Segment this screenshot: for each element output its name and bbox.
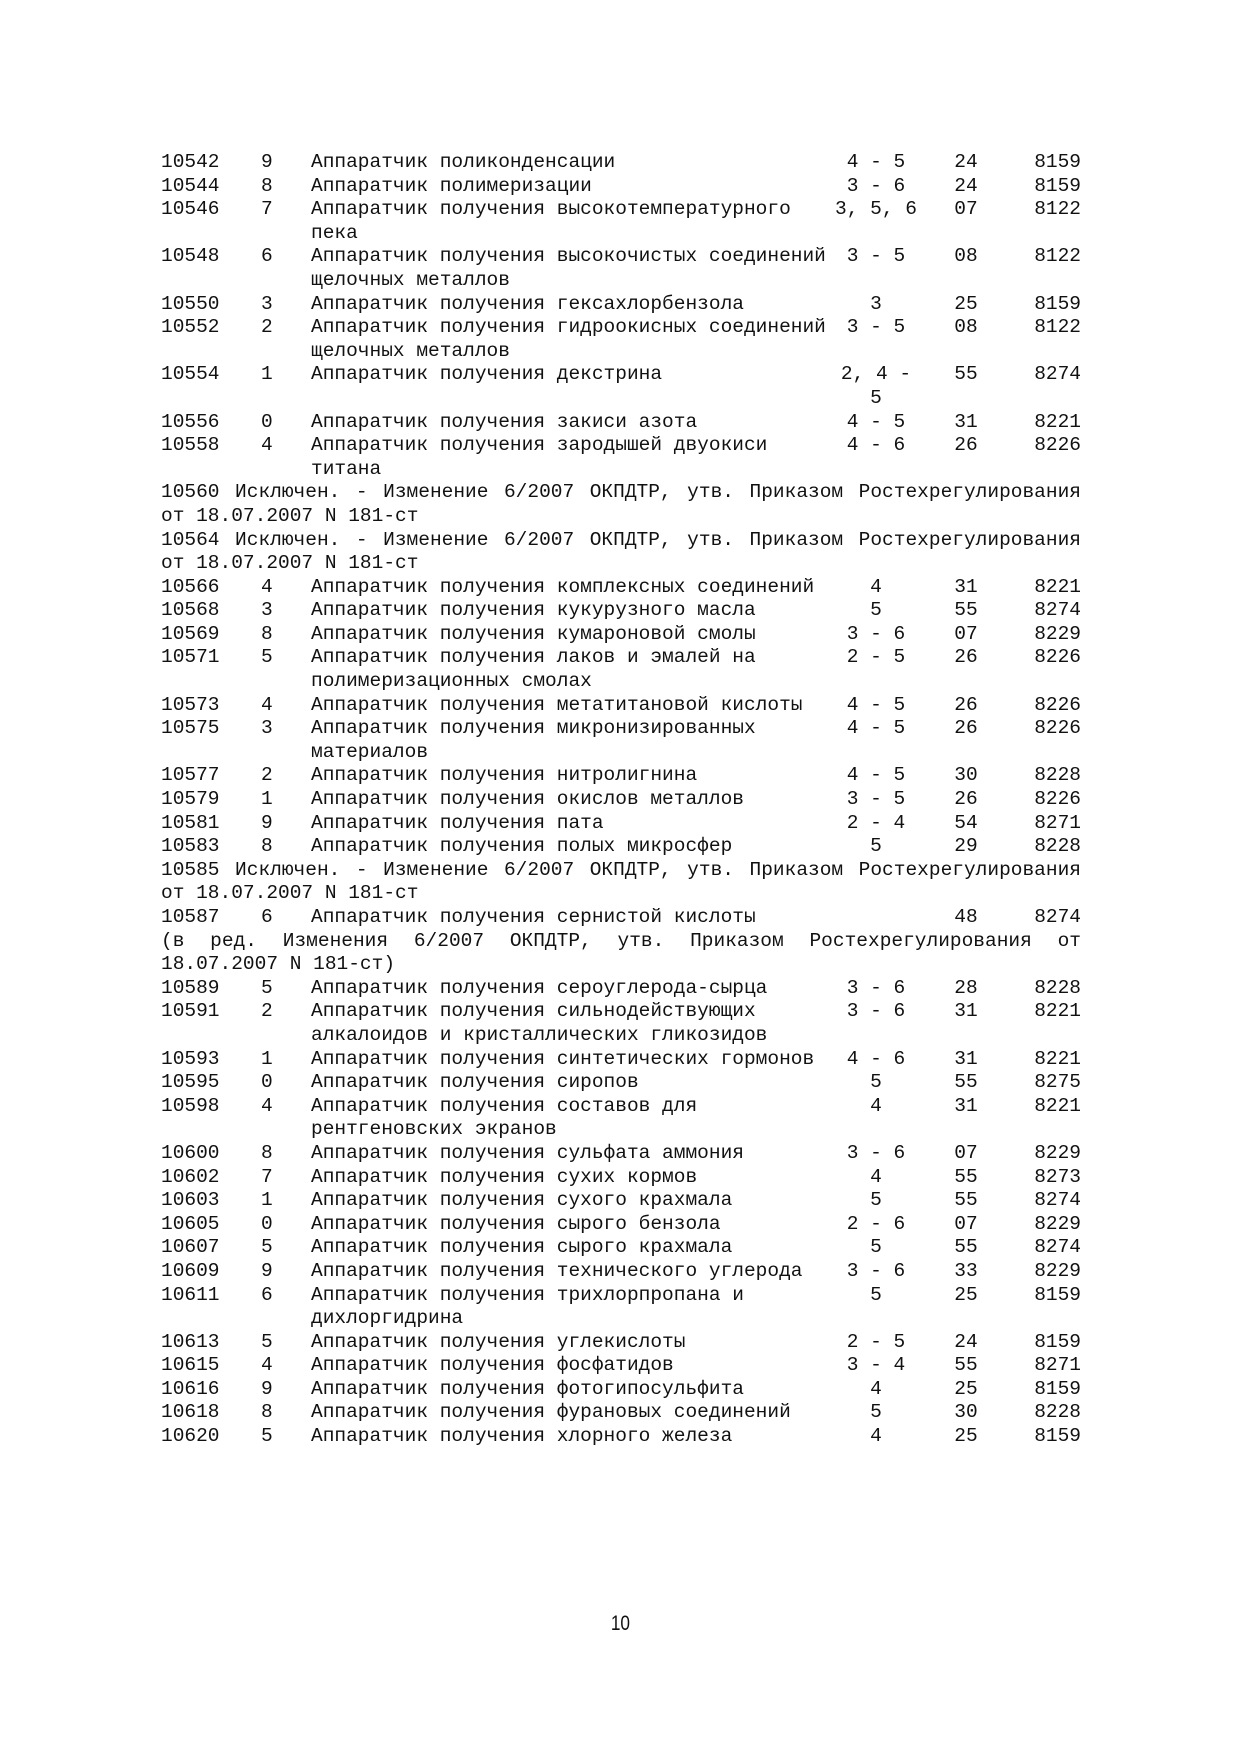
- occupation-name: Аппаратчик получения микронизированных материалов: [311, 717, 756, 763]
- okz-code: 8122: [1034, 198, 1081, 221]
- occupation-name: Аппаратчик получения сырого крахмала: [311, 1236, 733, 1259]
- excluded-row: [161, 529, 1081, 576]
- occupation-code: 10605: [161, 1212, 220, 1235]
- etks-issue: 25: [954, 1377, 978, 1400]
- etks-issue: 48: [954, 906, 978, 928]
- table-row: [161, 764, 1081, 788]
- okz-code: 8226: [1034, 646, 1081, 669]
- table-row: [161, 812, 1081, 836]
- okz-code: 8228: [1034, 835, 1081, 858]
- occupation-code: 10613: [161, 1330, 220, 1353]
- occupation-code: 10595: [161, 1071, 220, 1094]
- table-row: [161, 1425, 1081, 1449]
- control-digit: 8: [261, 1141, 273, 1164]
- table-row: [161, 363, 1081, 410]
- table-row: [161, 293, 1081, 317]
- control-digit: 0: [261, 1212, 273, 1235]
- occupation-name: Аппаратчик получения сернистой кислоты: [311, 906, 756, 928]
- etks-issue: 55: [954, 1165, 978, 1188]
- okz-code: 8122: [1034, 316, 1081, 339]
- occupation-code: 10587: [161, 906, 220, 928]
- rank-range: 3 - 5: [846, 316, 906, 339]
- control-digit: 4: [261, 693, 273, 716]
- etks-issue: 55: [954, 1189, 978, 1212]
- rank-range: 3 - 6: [846, 976, 906, 999]
- table-row: [161, 316, 1081, 363]
- control-digit: 5: [261, 1330, 273, 1353]
- occupation-name: Аппаратчик получения сухого крахмала: [311, 1189, 733, 1212]
- okz-code: 8159: [1034, 151, 1081, 173]
- okz-code: 8274: [1034, 1189, 1081, 1212]
- control-digit: 6: [261, 906, 273, 928]
- control-digit: 3: [261, 717, 273, 740]
- occupation-name: Аппаратчик получения фурановых соединений: [311, 1401, 791, 1424]
- rank-range: 5: [870, 1401, 882, 1424]
- control-digit: 2: [261, 1000, 273, 1023]
- occupation-name: Аппаратчик получения синтетических гормонов: [311, 1047, 815, 1070]
- okz-code: 8122: [1034, 245, 1081, 268]
- okz-code: 8159: [1034, 1425, 1081, 1448]
- etks-issue: 55: [954, 1071, 978, 1094]
- okz-code: 8228: [1034, 976, 1081, 999]
- control-digit: 5: [261, 1425, 273, 1448]
- okz-code: 8226: [1034, 717, 1081, 740]
- etks-issue: 25: [954, 1425, 978, 1448]
- rank-range: 3 - 5: [846, 788, 906, 811]
- table-row: [161, 623, 1081, 647]
- table-row: [161, 434, 1081, 481]
- etks-issue: 26: [954, 717, 978, 740]
- control-digit: 5: [261, 646, 273, 669]
- okz-code: 8159: [1034, 174, 1081, 197]
- control-digit: 8: [261, 174, 273, 197]
- table-row: [161, 1401, 1081, 1425]
- occupation-code: 10564: [161, 528, 236, 551]
- okz-code: 8274: [1034, 363, 1081, 386]
- okz-code: 8221: [1034, 410, 1081, 433]
- occupation-code: 10568: [161, 599, 220, 622]
- occupation-name: Аппаратчик получения зародышей двуокиси титана: [311, 434, 768, 480]
- exclusion-note: Исключен. - Изменение 6/2007 ОКПДТР, утв. Приказом Ростехрегулирования от 18.07.2007 N 181-ст: [161, 528, 1081, 575]
- okz-code: 8159: [1034, 1377, 1081, 1400]
- okz-code: 8271: [1034, 1354, 1081, 1377]
- occupation-code: 10546: [161, 198, 220, 221]
- occupation-code: 10579: [161, 788, 220, 811]
- control-digit: 6: [261, 245, 273, 268]
- occupation-name: Аппаратчик получения декстрина: [311, 363, 663, 386]
- etks-issue: 26: [954, 693, 978, 716]
- occupation-code: 10569: [161, 622, 220, 645]
- occupation-name: Аппаратчик получения метатитановой кислоты: [311, 693, 803, 716]
- control-digit: 4: [261, 575, 273, 598]
- occupation-code: 10598: [161, 1094, 220, 1117]
- etks-issue: 31: [954, 410, 978, 433]
- occupation-name: Аппаратчик получения фосфатидов: [311, 1354, 674, 1377]
- table-row: [161, 977, 1081, 1001]
- etks-issue: 08: [954, 245, 978, 268]
- etks-issue: 55: [954, 1236, 978, 1259]
- etks-issue: 55: [954, 599, 978, 622]
- control-digit: 5: [261, 1236, 273, 1259]
- rank-range: 3 - 5: [846, 245, 906, 268]
- occupation-name: Аппаратчик полимеризации: [311, 174, 592, 197]
- table-row: [161, 1331, 1081, 1355]
- occupation-code: 10591: [161, 1000, 220, 1023]
- table-row: [161, 788, 1081, 812]
- occupation-code: 10552: [161, 316, 220, 339]
- occupation-code: 10571: [161, 646, 220, 669]
- occupation-name: Аппаратчик получения кукурузного масла: [311, 599, 756, 622]
- table-row: [161, 1378, 1081, 1402]
- okz-code: 8275: [1034, 1071, 1081, 1094]
- rank-range: 2 - 5: [846, 1330, 906, 1353]
- okz-code: 8159: [1034, 1283, 1081, 1306]
- okz-code: 8274: [1034, 599, 1081, 622]
- control-digit: 8: [261, 1401, 273, 1424]
- control-digit: 8: [261, 622, 273, 645]
- rank-range: 5: [870, 1283, 882, 1306]
- etks-issue: 30: [954, 764, 978, 787]
- etks-issue: 25: [954, 292, 978, 315]
- table-row: [161, 198, 1081, 245]
- control-digit: 4: [261, 1094, 273, 1117]
- table-row: [161, 1236, 1081, 1260]
- occupation-name: Аппаратчик получения сильнодействующих алкалоидов и кристаллических гликозидов: [311, 1000, 768, 1046]
- okz-code: 8159: [1034, 1330, 1081, 1353]
- etks-issue: 31: [954, 1094, 978, 1117]
- okz-code: 8226: [1034, 788, 1081, 811]
- okz-code: 8159: [1034, 292, 1081, 315]
- control-digit: 8: [261, 835, 273, 858]
- occupation-code: 10554: [161, 363, 220, 386]
- occupation-code: 10620: [161, 1425, 220, 1448]
- occupation-name: Аппаратчик получения высокочистых соединений щелочных металлов: [311, 245, 826, 291]
- okz-code: 8229: [1034, 1141, 1081, 1164]
- table-row: [161, 1095, 1081, 1142]
- table-row: [161, 717, 1081, 764]
- rank-range: 4: [870, 1094, 882, 1117]
- table-row: [161, 1000, 1081, 1047]
- occupation-code: 10558: [161, 434, 220, 457]
- etks-issue: 28: [954, 976, 978, 999]
- occupation-code: 10548: [161, 245, 220, 268]
- etks-issue: 26: [954, 788, 978, 811]
- control-digit: 9: [261, 1377, 273, 1400]
- rank-range: 2, 4 - 5: [840, 363, 912, 409]
- rank-range: 3 - 6: [846, 1000, 906, 1023]
- occupation-name: Аппаратчик получения трихлорпропана и дихлоргидрина: [311, 1283, 744, 1330]
- okz-code: 8226: [1034, 434, 1081, 457]
- table-row: [161, 151, 1081, 175]
- control-digit: 7: [261, 198, 273, 221]
- etks-issue: 24: [954, 151, 978, 173]
- table-row: [161, 175, 1081, 199]
- etks-issue: 26: [954, 646, 978, 669]
- occupation-code: 10544: [161, 174, 220, 197]
- control-digit: 1: [261, 788, 273, 811]
- control-digit: 1: [261, 1047, 273, 1070]
- occupation-code: 10573: [161, 693, 220, 716]
- occupation-name: Аппаратчик получения пата: [311, 811, 604, 834]
- rank-range: 3 - 4: [846, 1354, 906, 1377]
- occupation-code: 10581: [161, 811, 220, 834]
- occupation-code: 10603: [161, 1189, 220, 1212]
- occupation-name: Аппаратчик получения комплексных соединений: [311, 575, 815, 598]
- table-row: [161, 1071, 1081, 1095]
- exclusion-note: Исключен. - Изменение 6/2007 ОКПДТР, утв. Приказом Ростехрегулирования от 18.07.2007 N 181-ст: [161, 481, 1081, 527]
- okz-code: 8221: [1034, 1094, 1081, 1117]
- control-digit: 1: [261, 1189, 273, 1212]
- rank-range: 4: [870, 1165, 882, 1188]
- etks-issue: 08: [954, 316, 978, 339]
- occupation-name: Аппаратчик получения сульфата аммония: [311, 1141, 744, 1164]
- rank-range: 4: [870, 575, 882, 598]
- rank-range: 4 - 5: [846, 764, 906, 787]
- table-row: [161, 576, 1081, 600]
- rank-range: 4 - 5: [846, 151, 906, 173]
- occupation-code: 10602: [161, 1165, 220, 1188]
- control-digit: 2: [261, 764, 273, 787]
- occupation-name: Аппаратчик получения сырого бензола: [311, 1212, 721, 1235]
- occupation-name: Аппаратчик получения углекислоты: [311, 1330, 686, 1353]
- control-digit: 9: [261, 811, 273, 834]
- occupation-name: Аппаратчик получения сиропов: [311, 1071, 639, 1094]
- rank-range: 4: [870, 1425, 882, 1448]
- table-row: [161, 835, 1081, 859]
- occupation-name: Аппаратчик получения сухих кормов: [311, 1165, 698, 1188]
- occupation-code: 10589: [161, 976, 220, 999]
- etks-issue: 25: [954, 1283, 978, 1306]
- control-digit: 1: [261, 363, 273, 386]
- occupation-code: 10615: [161, 1354, 220, 1377]
- table-row: [161, 1354, 1081, 1378]
- occupation-code: 10542: [161, 151, 220, 173]
- okz-code: 8274: [1034, 906, 1081, 928]
- control-digit: 6: [261, 1283, 273, 1306]
- okz-code: 8274: [1034, 1236, 1081, 1259]
- table-row: [161, 1142, 1081, 1166]
- control-digit: 5: [261, 976, 273, 999]
- exclusion-note: Исключен. - Изменение 6/2007 ОКПДТР, утв. Приказом Ростехрегулирования от 18.07.2007 N 181-ст: [161, 858, 1081, 905]
- occupation-name: Аппаратчик получения технического углерода: [311, 1259, 803, 1282]
- etks-issue: 26: [954, 434, 978, 457]
- rank-range: 4 - 6: [846, 434, 906, 457]
- control-digit: 9: [261, 151, 273, 173]
- rank-range: 4: [870, 1377, 882, 1400]
- rank-range: 3 - 6: [846, 622, 906, 645]
- okz-code: 8221: [1034, 1000, 1081, 1023]
- table-row: [161, 411, 1081, 435]
- rank-range: 5: [870, 1189, 882, 1212]
- etks-issue: 54: [954, 811, 978, 834]
- rank-range: 2 - 4: [846, 811, 906, 834]
- occupation-code: 10593: [161, 1047, 220, 1070]
- occupation-code: 10550: [161, 292, 220, 315]
- etks-issue: 07: [954, 1212, 978, 1235]
- rank-range: 3, 5, 6: [835, 198, 917, 221]
- okz-code: 8221: [1034, 575, 1081, 598]
- control-digit: 4: [261, 1354, 273, 1377]
- occupation-code: 10575: [161, 717, 220, 740]
- etks-issue: 31: [954, 1047, 978, 1070]
- okz-code: 8221: [1034, 1047, 1081, 1070]
- etks-issue: 07: [954, 1141, 978, 1164]
- table-row: [161, 1284, 1081, 1331]
- etks-issue: 30: [954, 1401, 978, 1424]
- occupation-name: Аппаратчик получения лаков и эмалей на полимеризационных смолах: [311, 646, 756, 693]
- occupation-code: 10611: [161, 1283, 220, 1306]
- table-row: [161, 694, 1081, 718]
- occupation-name: Аппаратчик получения фотогипосульфита: [311, 1377, 744, 1400]
- okz-code: 8226: [1034, 693, 1081, 716]
- rank-range: 3 - 6: [846, 1141, 906, 1164]
- occupation-code: 10607: [161, 1236, 220, 1259]
- okz-code: 8271: [1034, 811, 1081, 834]
- okz-code: 8229: [1034, 1259, 1081, 1282]
- table-row: [161, 1189, 1081, 1213]
- etks-issue: 24: [954, 174, 978, 197]
- okz-code: 8273: [1034, 1165, 1081, 1188]
- table-row: [161, 1260, 1081, 1284]
- amendment-note: (в ред. Изменения 6/2007 ОКПДТР, утв. Приказом Ростехрегулирования от 18.07.2007 N 181-ст): [161, 929, 1081, 976]
- okz-code: 8228: [1034, 1401, 1081, 1424]
- rank-range: 3 - 6: [846, 174, 906, 197]
- etks-issue: 07: [954, 622, 978, 645]
- table-row: [161, 1166, 1081, 1190]
- occupation-name: Аппаратчик получения окислов металлов: [311, 788, 744, 811]
- control-digit: 2: [261, 316, 273, 339]
- rank-range: 4 - 5: [846, 717, 906, 740]
- control-digit: 3: [261, 292, 273, 315]
- rank-range: 3: [870, 292, 882, 315]
- occupation-code: 10609: [161, 1259, 220, 1282]
- occupation-code: 10616: [161, 1377, 220, 1400]
- table-row: [161, 599, 1081, 623]
- rank-range: 5: [870, 1236, 882, 1259]
- rank-range: 4 - 5: [846, 410, 906, 433]
- table-row: [161, 646, 1081, 693]
- occupation-code: 10583: [161, 835, 220, 858]
- occupation-name: Аппаратчик получения составов для рентгеновских экранов: [311, 1094, 698, 1141]
- control-digit: 0: [261, 410, 273, 433]
- okz-code: 8229: [1034, 1212, 1081, 1235]
- occupation-table: [161, 151, 1081, 1449]
- rank-range: 5: [870, 1071, 882, 1094]
- occupation-name: Аппаратчик получения высокотемпературного пека: [311, 198, 791, 244]
- excluded-row: [161, 481, 1081, 528]
- occupation-name: Аппаратчик поликонденсации: [311, 151, 616, 173]
- rank-range: 5: [870, 835, 882, 858]
- etks-issue: 31: [954, 575, 978, 598]
- occupation-name: Аппаратчик получения гексахлорбензола: [311, 292, 744, 315]
- rank-range: 4 - 5: [846, 693, 906, 716]
- occupation-code: 10566: [161, 575, 220, 598]
- occupation-name: Аппаратчик получения кумароновой смолы: [311, 622, 756, 645]
- occupation-name: Аппаратчик получения хлорного железа: [311, 1425, 733, 1448]
- rank-range: 5: [870, 599, 882, 622]
- etks-issue: 29: [954, 835, 978, 858]
- occupation-name: Аппаратчик получения полых микросфер: [311, 835, 733, 858]
- table-row: [161, 1213, 1081, 1237]
- okz-code: 8229: [1034, 622, 1081, 645]
- okz-code: 8228: [1034, 764, 1081, 787]
- occupation-name: Аппаратчик получения гидроокисных соединений щелочных металлов: [311, 316, 826, 362]
- table-row: [161, 245, 1081, 292]
- occupation-code: 10585: [161, 858, 236, 881]
- etks-issue: 24: [954, 1330, 978, 1353]
- occupation-code: 10556: [161, 410, 220, 433]
- occupation-code: 10577: [161, 764, 220, 787]
- occupation-code: 10618: [161, 1401, 220, 1424]
- occupation-name: Аппаратчик получения закиси азота: [311, 410, 698, 433]
- rank-range: 4 - 6: [846, 1047, 906, 1070]
- etks-issue: 55: [954, 363, 978, 386]
- control-digit: 7: [261, 1165, 273, 1188]
- excluded-row: [161, 859, 1081, 906]
- occupation-name: Аппаратчик получения сероуглерода-сырца: [311, 976, 768, 999]
- table-row: [161, 1048, 1081, 1072]
- control-digit: 4: [261, 434, 273, 457]
- rank-range: 2 - 5: [846, 646, 906, 669]
- etks-issue: 07: [954, 198, 978, 221]
- occupation-code: 10560: [161, 481, 236, 504]
- control-digit: 0: [261, 1071, 273, 1094]
- rank-range: 2 - 6: [846, 1212, 906, 1235]
- occupation-code: 10600: [161, 1141, 220, 1164]
- occupation-name: Аппаратчик получения нитролигнина: [311, 764, 698, 787]
- page-number: 10: [610, 1612, 630, 1635]
- control-digit: 9: [261, 1259, 273, 1282]
- etks-issue: 31: [954, 1000, 978, 1023]
- etks-issue: 55: [954, 1354, 978, 1377]
- rank-range: 3 - 6: [846, 1259, 906, 1282]
- control-digit: 3: [261, 599, 273, 622]
- table-row: [161, 906, 1081, 930]
- etks-issue: 33: [954, 1259, 978, 1282]
